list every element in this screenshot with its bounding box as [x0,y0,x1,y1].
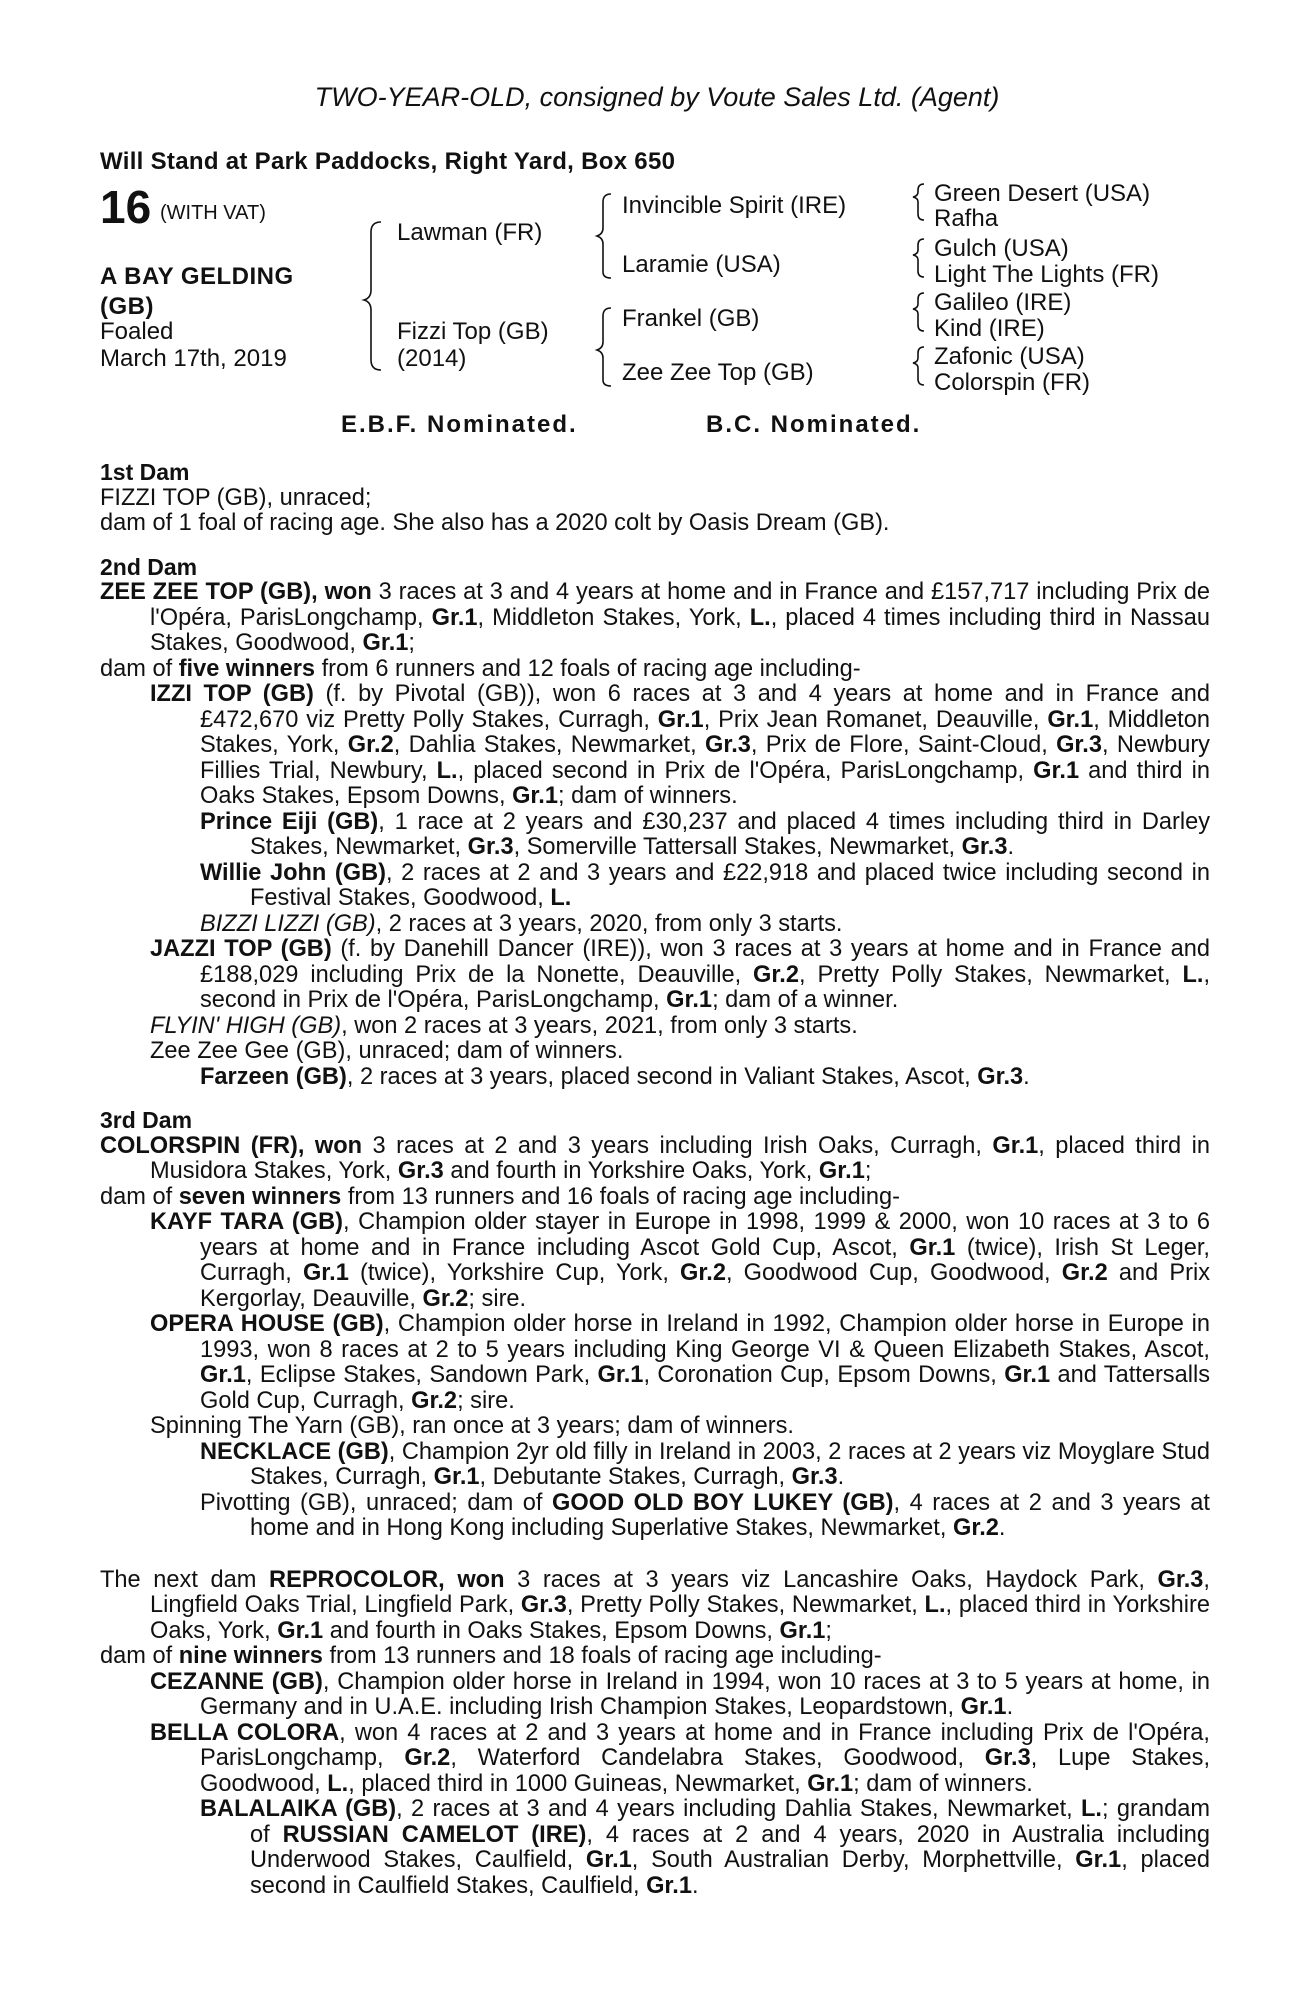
foaled-label: Foaled [100,318,174,345]
vat-note: (WITH VAT) [160,202,266,224]
page-header: TWO-YEAR-OLD, consigned by Voute Sales Ltd. (Agent) [314,82,1000,112]
third-dam-produce: dam of seven winners from 13 runners and 16 foals of racing age including- [100,1183,901,1210]
pedigree-sire: Lawman (FR) [397,219,543,246]
section-third-dam: 3rd Dam [100,1107,193,1133]
pedigree-dam-dam: Zee Zee Top (GB) [622,359,814,386]
pedigree-dam [397,318,549,372]
produce-zee-zee-gee: Zee Zee Gee (GB), unraced; dam of winners. [150,1038,624,1064]
pedigree-sss: Green Desert (USA) [934,180,1151,207]
horse-line-2: (GB) [100,293,154,320]
pedigree-ssd: Rafha [934,205,999,232]
produce-bizzi-lizzi: BIZZI LIZZI (GB), 2 races at 3 years, 2020, from only 3 starts. [200,910,843,937]
produce-spinning-the-yarn: Spinning The Yarn (GB), ran once at 3 years; dam of winners. [150,1413,794,1439]
produce-opera-house: OPERA HOUSE (GB), Champion older horse in Ireland in 1992, Champion older horse in Europe in 1993, won 8 races at 2 to 5 years including King George VI & Queen Elizabeth Stakes, Ascot, Gr.1, Eclipse Stakes, Sandown Park, Gr.1, Coronation Cup, Epsom Downs, Gr.1 and Tattersalls Gold Cup, Curragh, Gr.2; sire. [150,1311,1211,1414]
first-dam-text: FIZZI TOP (GB), unraced; dam of 1 foal of racing age. She also has a 2020 colt by Oasis Dream (GB). [100,484,890,536]
fourth-dam-produce: dam of nine winners from 13 runners and 18 foals of racing age including- [100,1643,882,1669]
fourth-dam-text: The next dam REPROCOLOR, won 3 races at 3 years viz Lancashire Oaks, Haydock Park, Gr.3, Lingfield Oaks Trial, Lingfield Park, Gr.3, Pretty Polly Stakes, Newmarket, L., placed third in Yorkshire Oaks, York, Gr.1 and fourth in Oaks Stakes, Epsom Downs, Gr.1; [100,1566,1210,1644]
third-dam-text: COLORSPIN (FR), won 3 races at 2 and 3 years including Irish Oaks, Curragh, Gr.1, placed third in Musidora Stakes, York, Gr.3 and fourth in Yorkshire Oaks, York, Gr.1; [100,1132,1210,1184]
produce-izzi-top: IZZI TOP (GB) (f. by Pivotal (GB)), won 6 races at 3 and 4 years at home and in France and £472,670 viz Pretty Polly Stakes, Curragh, Gr.1, Prix Jean Romanet, Deauville, Gr.1, Middleton Stakes, York, Gr.2, Dahlia Stakes, Newmarket, Gr.3, Prix de Flore, Saint-Cloud, Gr.3, Newbury Fillies Trial, Newbury, L., placed second in Prix de l'Opéra, ParisLongchamp, Gr.1 and third in Oaks Stakes, Epsom Downs, Gr.1; dam of winners. [150,681,1210,809]
lot-number: 16 [100,181,152,233]
pedigree-dam-year: (2014) [397,345,467,372]
ebf-nomination: E.B.F. Nominated. [341,411,578,438]
produce-bella-colora: BELLA COLORA, won 4 races at 2 and 3 years at home and in France including Prix de l'Opéra, ParisLongchamp, Gr.2, Waterford Candelabra Stakes, Goodwood, Gr.3, Lupe Stakes, Goodwood, L., placed third in 1000 Guineas, Newmarket, Gr.1; dam of winners. [150,1719,1210,1797]
produce-necklace: NECKLACE (GB), Champion 2yr old filly in Ireland in 2003, 2 races at 2 years viz Moyglare Stud Stakes, Curragh, Gr.1, Debutante Stakes, Curragh, Gr.3. [200,1438,1210,1490]
produce-farzeen: Farzeen (GB), 2 races at 3 years, placed second in Valiant Stakes, Ascot, Gr.3. [200,1063,1030,1090]
pedigree-ddd: Colorspin (FR) [934,369,1091,396]
foaled-date: March 17th, 2019 [100,345,287,372]
section-second-dam: 2nd Dam [100,553,198,580]
produce-jazzi-top: JAZZI TOP (GB) (f. by Danehill Dancer (IRE)), won 3 races at 3 years at home and in France and £188,029 including Prix de la Nonette, Deauville, Gr.2, Pretty Polly Stakes, Newmarket, L., second in Prix de l'Opéra, ParisLongchamp, Gr.1; dam of a winner. [150,936,1210,1013]
pedigree-notes [100,460,1210,1899]
second-dam-produce: dam of five winners from 6 runners and 12 foals of racing age including- [100,655,861,682]
pedigree-dss: Galileo (IRE) [934,289,1072,316]
produce-prince-eiji: Prince Eiji (GB), 1 race at 2 years and £30,237 and placed 4 times including third in Darley Stakes, Newmarket, Gr.3, Somerville Tattersall Stakes, Newmarket, Gr.3. [200,808,1210,860]
pedigree-dsd: Kind (IRE) [934,315,1045,342]
pedigree-sire-sire: Invincible Spirit (IRE) [622,192,847,219]
produce-flyin-high: FLYIN' HIGH (GB), won 2 races at 3 years, 2021, from only 3 starts. [150,1012,858,1039]
pedigree-dds: Zafonic (USA) [934,343,1085,370]
pedigree-sds: Gulch (USA) [934,235,1069,262]
pedigree-dam-sire: Frankel (GB) [622,305,760,332]
bc-nomination: B.C. Nominated. [706,411,922,438]
produce-kayf-tara: KAYF TARA (GB), Champion older stayer in Europe in 1998, 1999 & 2000, won 10 races at 3 to 6 years at home and in France including Ascot Gold Cup, Ascot, Gr.1 (twice), Irish St Leger, Curragh, Gr.1 (twice), Yorkshire Cup, York, Gr.2, Goodwood Cup, Goodwood, Gr.2 and Prix Kergorlay, Deauville, Gr.2; sire. [150,1209,1211,1312]
produce-willie-john: Willie John (GB), 2 races at 2 and 3 years and £22,918 and placed twice including second in Festival Stakes, Goodwood, L. [200,859,1210,911]
produce-pivotting: Pivotting (GB), unraced; dam of GOOD OLD BOY LUKEY (GB), 4 races at 2 and 3 years at home and in Hong Kong including Superlative Stakes, Newmarket, Gr.2. [200,1489,1210,1541]
section-first-dam: 1st Dam [100,459,190,485]
second-dam-text: ZEE ZEE TOP (GB), won 3 races at 3 and 4 years at home and in France and £157,717 including Prix de l'Opéra, ParisLongchamp, Gr.1, Middleton Stakes, York, L., placed 4 times including third in Nassau Stakes, Goodwood, Gr.1; [100,579,1210,656]
pedigree-sire-dam: Laramie (USA) [622,251,781,278]
pedigree-sdd: Light The Lights (FR) [934,261,1159,288]
horse-line-1: A BAY GELDING [100,263,294,290]
produce-balalaika: BALALAIKA (GB), 2 races at 3 and 4 years including Dahlia Stakes, Newmarket, L.; grandam of RUSSIAN CAMELOT (IRE), 4 races at 2 and 4 years, 2020 in Australia including Underwood Stakes, Caulfield, Gr.1, South Australian Derby, Morphettville, Gr.1, placed second in Caulfield Stakes, Caulfield, Gr.1. [200,1796,1210,1899]
stand-location: Will Stand at Park Paddocks, Right Yard, Box 650 [100,148,676,175]
pedigree-dam-name: Fizzi Top (GB) [397,318,549,345]
produce-cezanne: CEZANNE (GB), Champion older horse in Ireland in 1994, won 10 races at 3 to 5 years at home, in Germany and in U.A.E. including Irish Champion Stakes, Leopardstown, Gr.1. [150,1668,1211,1720]
